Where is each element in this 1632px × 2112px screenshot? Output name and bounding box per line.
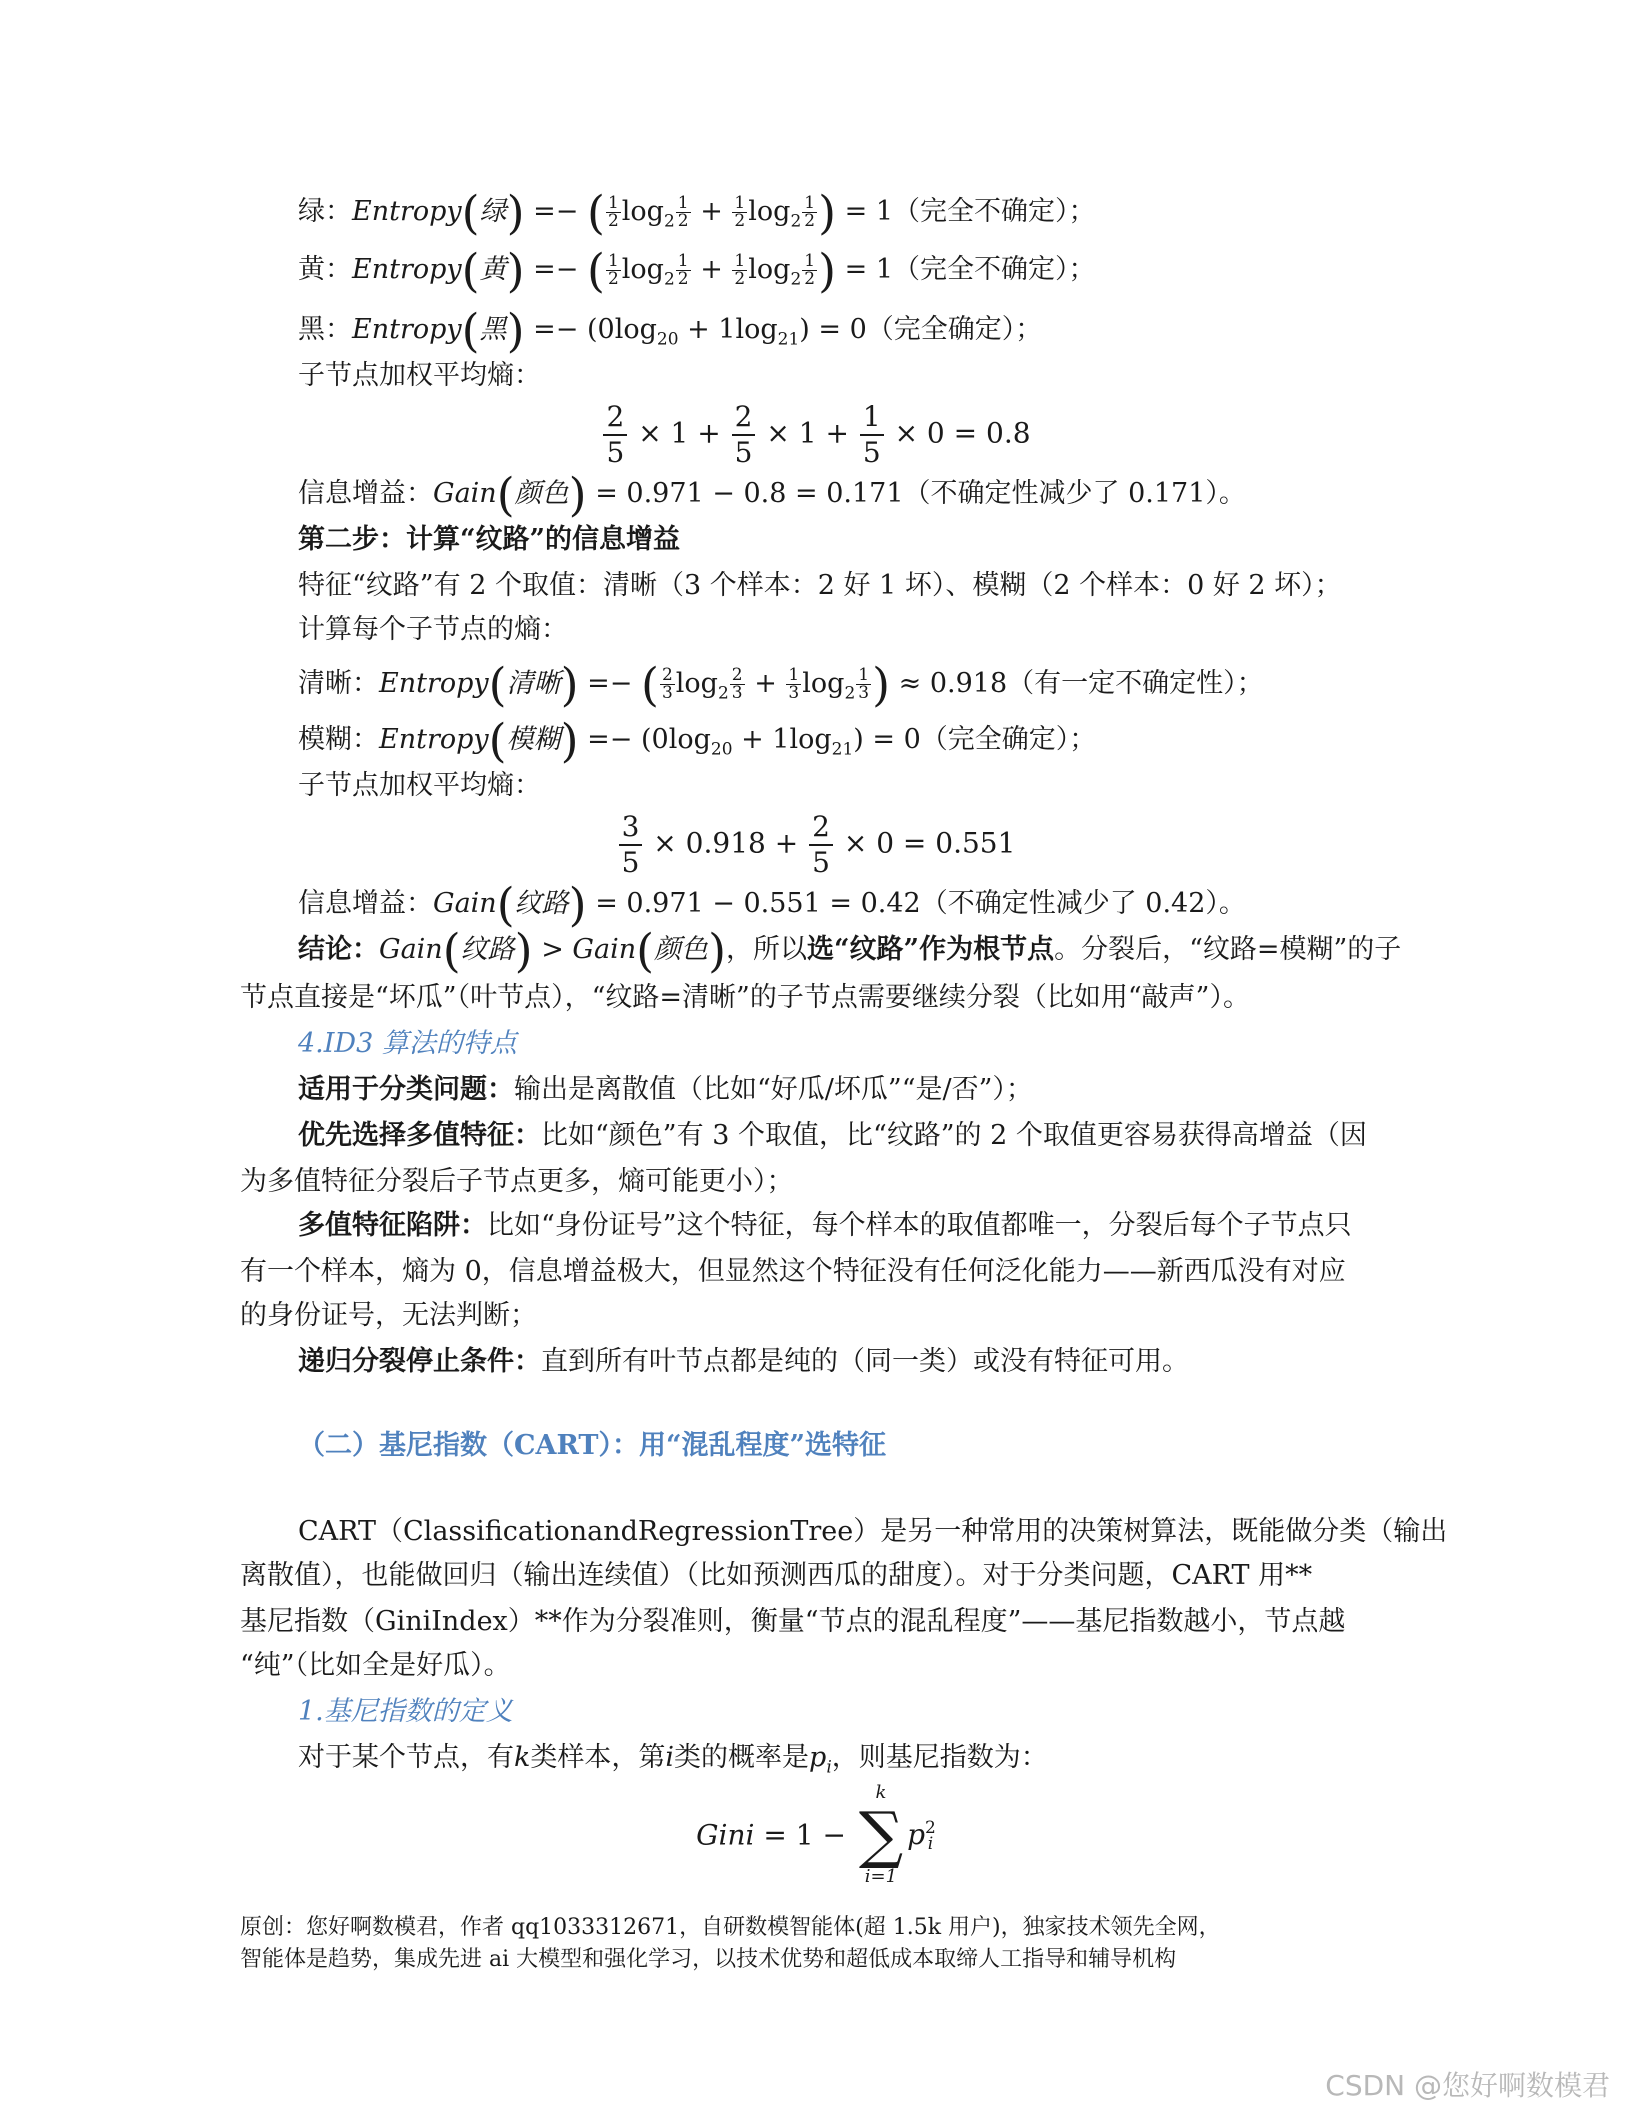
- gini-definition: 对于某个节点，有k类样本，第i类的概率是$p_i$，则基尼指数为：: [298, 1742, 1048, 1778]
- id3-point-2-cont: 为多值特征分裂后子节点更多，熵可能更小）；: [240, 1166, 794, 1197]
- cart-para-line-4: “纯”（比如全是好瓜）。: [240, 1650, 511, 1681]
- cart-para-line-3: 基尼指数（GiniIndex）**作为分裂准则，衡量“节点的混乱程度”——基尼指数越小，节点越: [240, 1606, 1346, 1637]
- weighted-entropy-label-1: 子节点加权平均熵：: [298, 360, 541, 391]
- step2-calc-label: 计算每个子节点的熵：: [298, 614, 568, 645]
- footer-line-1: 原创：您好啊数模君，作者 qq1033312671，自研数模智能体(超 1.5k 用户)，独家技术领先全网，: [240, 1915, 1221, 1940]
- id3-point-3-cont2: 的身份证号，无法判断；: [240, 1300, 537, 1331]
- entropy-blur-line: 模糊：Entropy(模糊) =− $(0\log_{20} + 1\log_{21}) = 0$（完全确定）；: [298, 713, 1097, 768]
- weighted-entropy-formula-1: $\frac{2}{5}$ × 1 + $\frac{2}{5}$ × 1 + $\frac{1}{5}$ × 0 = 0.8: [0, 400, 1632, 470]
- weighted-entropy-formula-2: $\frac{3}{5}$ × 0.918 + $\frac{2}{5}$ × 0 = 0.551: [0, 810, 1632, 880]
- id3-point-1: 适用于分类问题：输出是离散值（比如“好瓜/坏瓜”“是/否”）；: [298, 1074, 1033, 1105]
- id3-point-3-cont: 有一个样本，熵为 0，信息增益极大，但显然这个特征没有任何泛化能力——新西瓜没有对应: [240, 1256, 1346, 1287]
- gini-formula: Gini = 1 − k ∑ i=1 p 2 i: [696, 1782, 936, 1887]
- csdn-watermark: CSDN @您好啊数模君: [1325, 2069, 1610, 2102]
- entropy-yellow-line: 黄：Entropy(黄) =− ( $\frac{1}{2}$ $\log_2$ $\frac{1}{2}$ + $\frac{1}{2}$ $\log_2$ $\frac{1}{2}$ ) = 1（完全不确定）；: [298, 243, 1096, 298]
- cart-heading: （二）基尼指数（CART）：用“混乱程度”选特征: [298, 1430, 887, 1461]
- cart-para-line-2: 离散值），也能做回归（输出连续值）（比如预测西瓜的甜度）。对于分类问题，CART 用**: [240, 1560, 1313, 1591]
- id3-point-2: 优先选择多值特征：比如“颜色”有 3 个取值，比“纹路”的 2 个取值更容易获得高增益（因: [298, 1120, 1367, 1151]
- footer-line-2: 智能体是趋势，集成先进 ai 大模型和强化学习，以技术优势和超低成本取缔人工指导和辅导机构: [240, 1947, 1177, 1972]
- step2-title: 第二步：计算“纹路”的信息增益: [298, 524, 681, 555]
- conclusion-line-1: 结论：Gain(纹路) > Gain(颜色)，所以选“纹路”作为根节点。分裂后，“纹路=模糊”的子: [298, 923, 1402, 978]
- entropy-black-line: 黑：Entropy(黑) =− $(0\log_{20} + 1\log_{21}) = 0$（完全确定）；: [298, 303, 1043, 358]
- step2-feature-desc: 特征“纹路”有 2 个取值：清晰（3 个样本：2 好 1 坏）、模糊（2 个样本：0 好 2 坏）；: [298, 570, 1342, 601]
- cart-para-line-1: CART（ClassificationandRegressionTree）是另一种常用的决策树算法，既能做分类（输出: [298, 1516, 1448, 1547]
- weighted-entropy-label-2: 子节点加权平均熵：: [298, 770, 541, 801]
- conclusion-line-2: 节点直接是“坏瓜”（叶节点），“纹路=清晰”的子节点需要继续分裂（比如用“敲声”）。: [240, 982, 1250, 1013]
- entropy-green-line: 绿：Entropy(绿) =− ( $\frac{1}{2}$ $\log_2$ $\frac{1}{2}$ + $\frac{1}{2}$ $\log_2$ $\frac{1}{2}$ ) = 1（完全不确定）；: [298, 185, 1096, 240]
- id3-heading: 4.ID3 算法的特点: [298, 1028, 517, 1059]
- id3-point-3: 多值特征陷阱：比如“身份证号”这个特征，每个样本的取值都唯一，分裂后每个子节点只: [298, 1210, 1352, 1241]
- gain-color-line: 信息增益：Gain(颜色) = 0.971 − 0.8 = 0.171（不确定性减少了 0.171）。: [298, 467, 1246, 522]
- gini-heading: 1.基尼指数的定义: [298, 1696, 513, 1727]
- id3-point-4: 递归分裂停止条件：直到所有叶节点都是纯的（同一类）或没有特征可用。: [298, 1346, 1189, 1377]
- gain-texture-line: 信息增益：Gain(纹路) = 0.971 − 0.551 = 0.42（不确定性减少了 0.42）。: [298, 877, 1246, 932]
- entropy-clear-line: 清晰：Entropy(清晰) =− ( $\frac{2}{3}$ $\log_2$ $\frac{2}{3}$ + $\frac{1}{3}$ $\log_2$ $\frac{1}{3}$ ) ≈ 0.918（有一定不确定性）；: [298, 657, 1264, 712]
